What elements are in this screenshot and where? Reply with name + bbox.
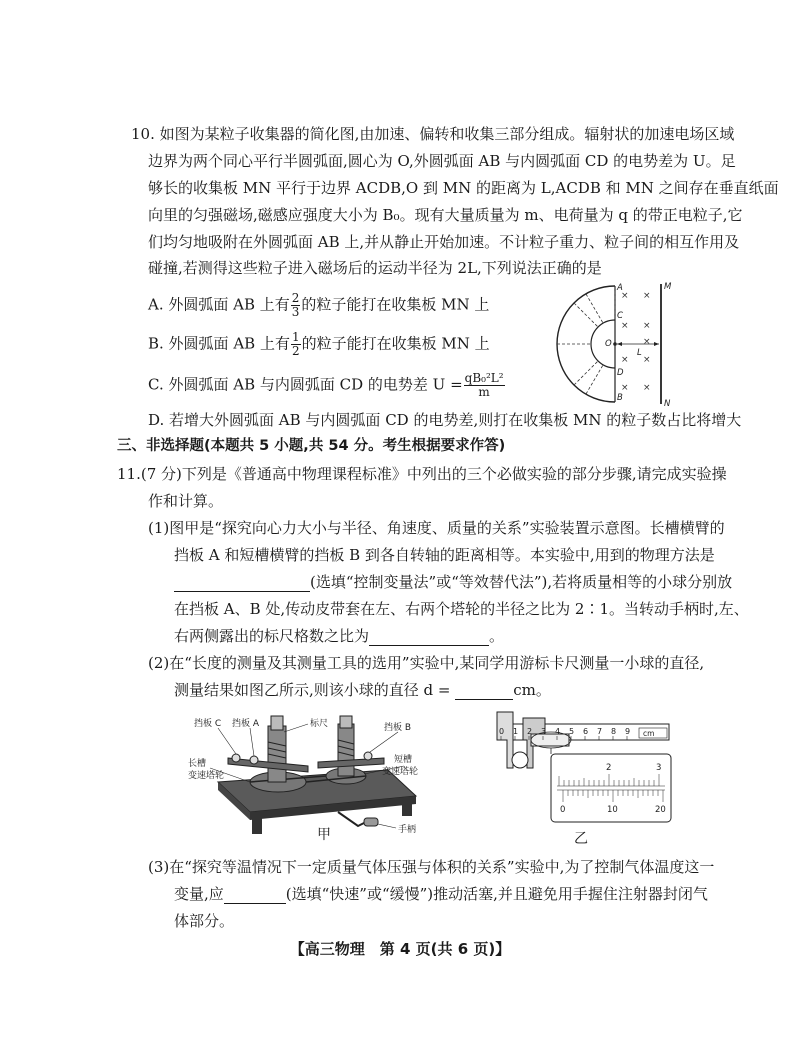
q10-line-1: 10. 如图为某粒子收集器的简化图,由加速、偏转和收集三部分组成。辐射状的加速电场区域 xyxy=(131,125,735,143)
main-digit-9: 9 xyxy=(625,727,631,736)
q11-part2-line-1: (2)在“长度的测量及其测量工具的选用”实验中,某同学用游标卡尺测量一小球的直径, xyxy=(148,654,705,672)
svg-text:×: × xyxy=(643,337,651,347)
label-short-pulley: 变速塔轮 xyxy=(382,767,419,777)
q11-part2-line-2-suffix: cm。 xyxy=(513,681,551,699)
vernier-caliper-figure xyxy=(493,708,673,826)
main-digit-3: 3 xyxy=(541,727,547,736)
option-a xyxy=(148,292,489,319)
q11-part1-line-3-text: (选填“控制变量法”或“等效替代法”),若将质量相等的小球分别放 xyxy=(310,573,733,591)
svg-text:×: × xyxy=(643,291,651,301)
option-b-suffix: 的粒子能打在收集板 MN 上 xyxy=(301,334,490,353)
label-o: O xyxy=(605,339,612,349)
main-digit-1: 1 xyxy=(513,727,519,736)
label-d: D xyxy=(617,368,624,378)
zoom-main-2: 2 xyxy=(606,763,612,773)
answer-blank-method[interactable] xyxy=(174,575,310,592)
zoom-vernier-20: 20 xyxy=(655,805,666,815)
q11-part3-line-1: (3)在“探究等温情况下一定质量气体压强与体积的关系”实验中,为了控制气体温度这一 xyxy=(148,858,715,876)
option-b-prefix: B. 外圆弧面 AB 上有 xyxy=(148,334,290,353)
option-d: D. 若增大外圆弧面 AB 与内圆弧面 CD 的电势差,则打在收集板 MN 的粒子数占比将增大 xyxy=(148,411,742,429)
main-digit-6: 6 xyxy=(583,727,589,736)
main-digit-7: 7 xyxy=(597,727,603,736)
label-a: A xyxy=(617,283,623,293)
magnetic-field-crosses xyxy=(621,291,651,393)
option-c-numerator: qB₀²L² xyxy=(464,371,504,385)
q11-part1-line-3 xyxy=(174,572,732,592)
q11-part2-line-2 xyxy=(174,680,551,700)
q11-part1-line-5-suffix: 。 xyxy=(489,627,505,645)
label-long-groove: 长槽 xyxy=(188,759,207,769)
option-c-fraction xyxy=(464,372,505,399)
answer-blank-speed[interactable] xyxy=(224,887,286,904)
option-b-fraction xyxy=(291,331,301,358)
page-footer: 【高三物理 第 4 页(共 6 页)】 xyxy=(289,940,511,958)
q11-part1-line-2: 挡板 A 和短槽横臂的挡板 B 到各自转轴的距离相等。本实验中,用到的物理方法是 xyxy=(174,546,715,564)
q10-line-4: 向里的匀强磁场,磁感应强度大小为 B₀。现有大量质量为 m、电荷量为 q 的带正电粒子,它 xyxy=(148,206,743,224)
option-a-numerator: 2 xyxy=(291,291,300,305)
option-a-denominator: 3 xyxy=(291,305,300,319)
q11-part3-line-2-suffix: (选填“快速”或“缓慢”)推动活塞,并且避免用手握住注射器封闭气 xyxy=(285,885,708,903)
svg-text:×: × xyxy=(621,291,629,301)
svg-text:×: × xyxy=(621,383,629,393)
unit-cm: cm xyxy=(643,729,655,738)
q11-part1-line-5-prefix: 右两侧露出的标尺格数之比为 xyxy=(174,627,370,645)
q11-intro-line-1: 11.(7 分)下列是《普通高中物理课程标准》中列出的三个必做实验的部分步骤,请完成实验操 xyxy=(117,465,727,483)
q11-part1-line-1: (1)图甲是“探究向心力大小与半径、角速度、质量的关系”实验装置示意图。长槽横臂的 xyxy=(148,519,725,537)
q10-line-6: 碰撞,若测得这些粒子进入磁场后的运动半径为 2L,下列说法正确的是 xyxy=(148,259,602,277)
main-digit-0: 0 xyxy=(499,727,505,736)
label-handle: 手柄 xyxy=(398,825,417,835)
label-b: B xyxy=(617,393,623,403)
figure-yi-caption: 乙 xyxy=(574,831,588,847)
zoom-vernier-0: 0 xyxy=(560,805,566,815)
label-m: M xyxy=(664,282,672,292)
option-c xyxy=(148,372,506,399)
q11-part3-line-3: 体部分。 xyxy=(174,912,235,930)
option-a-fraction xyxy=(291,292,301,319)
center-o-dot xyxy=(613,342,617,346)
option-c-denominator: m xyxy=(478,385,490,399)
option-b-numerator: 1 xyxy=(291,330,300,344)
svg-text:×: × xyxy=(621,321,629,331)
main-digit-4: 4 xyxy=(555,727,561,736)
section-3-heading: 三、非选择题(本题共 5 小题,共 54 分。考生根据要求作答) xyxy=(117,438,506,454)
svg-text:×: × xyxy=(621,355,629,365)
option-a-suffix: 的粒子能打在收集板 MN 上 xyxy=(301,295,490,314)
zoom-main-3: 3 xyxy=(656,763,662,773)
label-ruler: 标尺 xyxy=(310,719,329,729)
zoom-vernier-10: 10 xyxy=(607,805,618,815)
centripetal-force-apparatus xyxy=(188,712,428,842)
answer-blank-diameter[interactable] xyxy=(455,683,513,700)
option-b-denominator: 2 xyxy=(291,344,300,358)
label-c: C xyxy=(617,311,623,321)
q10-line-2: 边界为两个同心平行半圆弧面,圆心为 O,外圆弧面 AB 与内圆弧面 CD 的电势差为 U。足 xyxy=(148,152,736,170)
main-digit-8: 8 xyxy=(611,727,617,736)
answer-blank-ratio[interactable] xyxy=(369,629,489,646)
label-long-pulley: 变速塔轮 xyxy=(188,771,225,781)
label-baffle-b: 挡板 B xyxy=(384,723,412,733)
option-a-prefix: A. 外圆弧面 AB 上有 xyxy=(148,295,290,314)
q10-line-3: 够长的收集板 MN 平行于边界 ACDB,O 到 MN 的距离为 L,ACDB 和 MN 之间存在垂直纸面 xyxy=(148,179,779,197)
label-baffle-a: 挡板 A xyxy=(232,719,260,729)
label-short-groove: 短槽 xyxy=(394,755,413,765)
svg-text:×: × xyxy=(643,321,651,331)
collector-diagram xyxy=(555,280,685,410)
figure-jia-caption: 甲 xyxy=(317,827,331,843)
option-c-prefix: C. 外圆弧面 AB 与内圆弧面 CD 的电势差 U = xyxy=(148,375,463,394)
svg-text:×: × xyxy=(643,383,651,393)
q11-part1-line-5 xyxy=(174,626,504,646)
label-baffle-c: 挡板 C xyxy=(194,719,222,729)
q11-part3-line-2-prefix: 变量,应 xyxy=(174,885,224,903)
q11-intro-line-2: 作和计算。 xyxy=(148,492,224,510)
q10-line-5: 们均匀地吸附在外圆弧面 AB 上,并从静止开始加速。不计粒子重力、粒子间的相互作用及 xyxy=(148,233,740,251)
label-l: L xyxy=(637,348,642,358)
q11-part2-line-2-prefix: 测量结果如图乙所示,则该小球的直径 d = xyxy=(174,681,451,699)
svg-text:×: × xyxy=(643,355,651,365)
label-n: N xyxy=(664,399,671,409)
main-digit-2: 2 xyxy=(527,727,533,736)
option-b xyxy=(148,331,490,358)
q11-part3-line-2 xyxy=(174,884,708,904)
q11-part1-line-4: 在挡板 A、B 处,传动皮带套在左、右两个塔轮的半径之比为 2∶1。当转动手柄时,左、 xyxy=(174,600,749,618)
main-digit-5: 5 xyxy=(569,727,575,736)
